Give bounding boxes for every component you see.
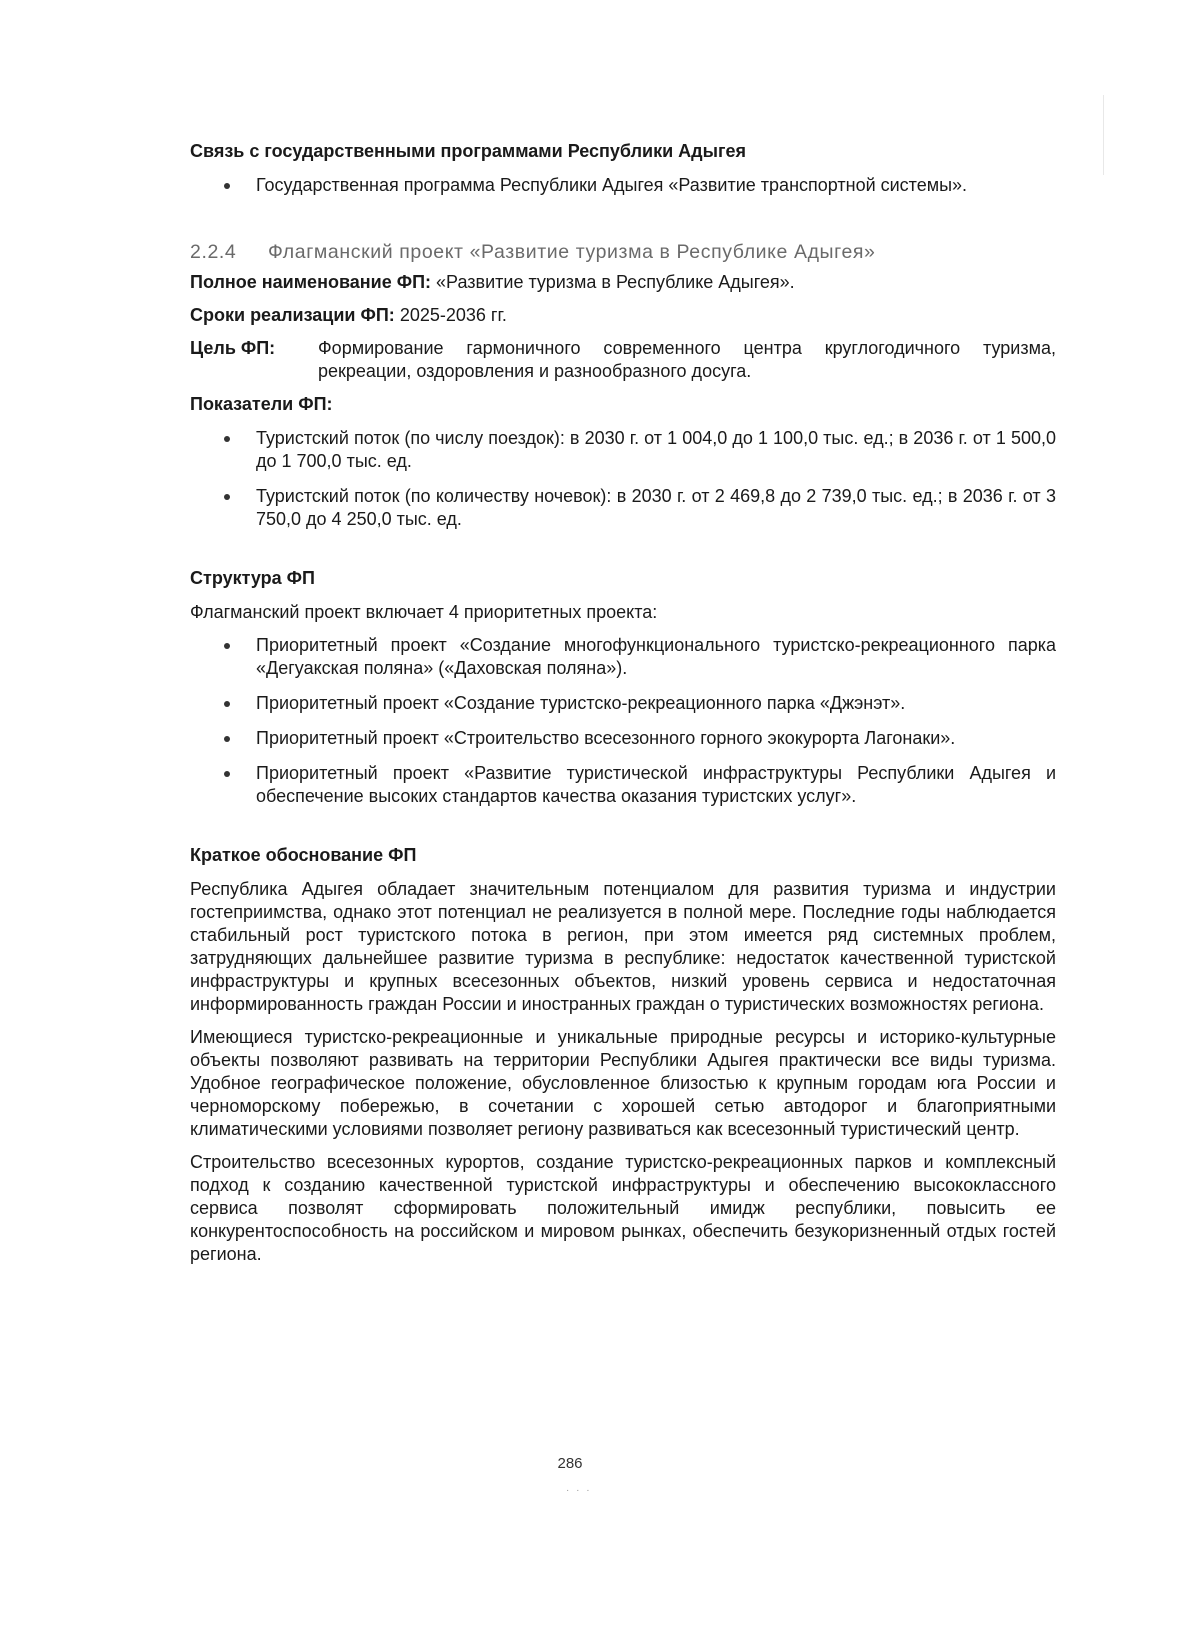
bullet-icon (224, 436, 230, 442)
bullet-icon (224, 771, 230, 777)
full-name-value: «Развитие туризма в Республике Адыгея». (436, 272, 795, 292)
structure-intro: Флагманский проект включает 4 приоритетных проекта: (190, 602, 658, 622)
list-item-text: Государственная программа Республики Адыгея «Развитие транспортной системы». (256, 175, 968, 195)
bullet-icon (224, 643, 230, 649)
terms-row (190, 304, 1056, 327)
page-number: 286 (557, 1455, 583, 1472)
list-item (190, 762, 1056, 808)
list-item (190, 174, 1056, 197)
scan-specks: · · · (566, 1485, 592, 1496)
page-content (190, 140, 1056, 1276)
link-section-list (190, 174, 1056, 197)
bullet-icon (224, 701, 230, 707)
list-item-text: Туристский поток (по числу поездок): в 2030 г. от 1 004,0 до 1 100,0 тыс. ед.; в 2036 г. от 1 500,0 до 1 700,0 тыс. ед. (256, 428, 1056, 471)
terms-label: Сроки реализации ФП: (190, 305, 395, 325)
goal-value: Формирование гармоничного современного центра круглогодичного туризма, рекреации, оздоровления и разнообразного досуга. (318, 338, 1056, 381)
rationale-paragraph: Имеющиеся туристско-рекреационные и уникальные природные ресурсы и историко-культурные объекты позволяют развивать на территории Республики Адыгея практически все виды туризма. Удобное географическое положение, обусловленное близостью к крупным городам юга России и черноморскому побережью, в сочетании с хорошей сетью автодорог и благоприятными климатическими условиями позволяет региону развиваться как всесезонный туристический центр. (190, 1027, 1056, 1139)
list-item (190, 727, 1056, 750)
list-item-text: Приоритетный проект «Создание туристско-рекреационного парка «Джэнэт». (256, 693, 906, 713)
list-item (190, 634, 1056, 680)
section-number: 2.2.4 (190, 241, 237, 263)
indicators-heading: Показатели ФП: (190, 394, 333, 414)
goal-row (190, 337, 1056, 383)
link-section-heading: Связь с государственными программами Республики Адыгея (190, 141, 746, 161)
rationale-paragraph: Республика Адыгея обладает значительным потенциалом для развития туризма и индустрии гостеприимства, однако этот потенциал не реализуется в полной мере. Последние годы наблюдается стабильный рост туристского потока в регион, при этом имеется ряд системных проблем, затрудняющих дальнейшее развитие туризма в республике: недостаток качественной туристской инфраструктуры и крупных всесезонных объектов, низкий уровень сервиса и недостаточная информированность граждан России и иностранных граждан о туристических возможностях региона. (190, 879, 1056, 1014)
bullet-icon (224, 736, 230, 742)
list-item-text: Приоритетный проект «Развитие туристической инфраструктуры Республики Адыгея и обеспечение высоких стандартов качества оказания туристских услуг». (256, 763, 1056, 806)
terms-value: 2025-2036 гг. (399, 305, 507, 325)
list-item (190, 427, 1056, 473)
list-item (190, 692, 1056, 715)
full-name-row (190, 271, 1056, 294)
goal-label: Цель ФП: (190, 338, 276, 358)
list-item (190, 485, 1056, 531)
rationale-paragraph: Строительство всесезонных курортов, создание туристско-рекреационных парков и комплексный подход к созданию качественной туристской инфраструктуры и обеспечению высококлассного сервиса позволят сформировать положительный имидж республики, повысить ее конкурентоспособность на российском и мировом рынках, обеспечить безукоризненный отдых гостей региона. (190, 1152, 1056, 1264)
structure-list (190, 634, 1056, 808)
list-item-text: Туристский поток (по количеству ночевок): в 2030 г. от 2 469,8 до 2 739,0 тыс. ед.; в 2036 г. от 3 750,0 до 4 250,0 тыс. ед. (256, 486, 1056, 529)
full-name-label: Полное наименование ФП: (190, 272, 432, 292)
section-title (190, 241, 1056, 264)
bullet-icon (224, 494, 230, 500)
list-item-text: Приоритетный проект «Строительство всесезонного горного экокурорта Лагонаки». (256, 728, 956, 748)
list-item-text: Приоритетный проект «Создание многофункционального туристско-рекреационного парка «Дегуакская поляна» («Даховская поляна»). (256, 635, 1056, 678)
rationale-heading: Краткое обоснование ФП (190, 845, 417, 865)
scan-artifact-line (1103, 95, 1104, 175)
section-title-text: Флагманский проект «Развитие туризма в Республике Адыгея» (268, 241, 876, 263)
bullet-icon (224, 183, 230, 189)
indicators-list (190, 427, 1056, 531)
structure-heading: Структура ФП (190, 568, 315, 588)
